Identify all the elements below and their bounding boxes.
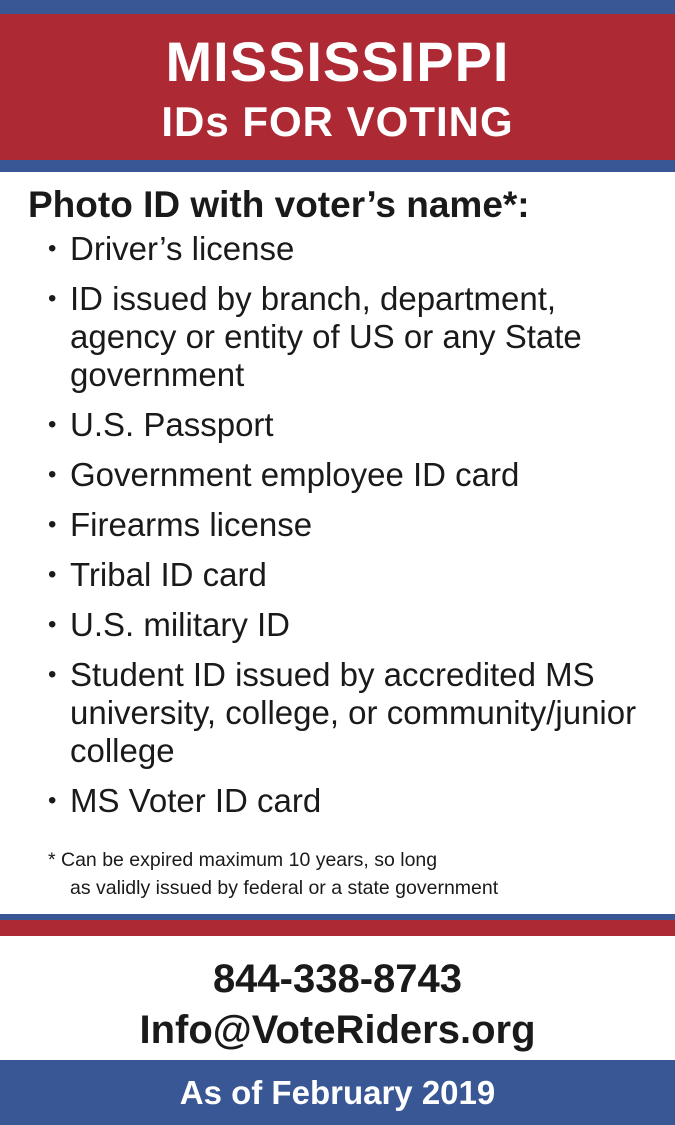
list-item-label: Firearms license	[70, 506, 313, 543]
list-item	[48, 406, 668, 444]
bullet-icon: •	[48, 461, 57, 488]
footnote-line-2: as validly issued by federal or a state government	[70, 877, 499, 899]
id-list	[48, 230, 668, 832]
list-item-label: ID issued by branch, department, agency or entity of US or any State government	[70, 280, 582, 393]
bullet-icon: •	[48, 561, 57, 588]
as-of-date: As of February 2019	[179, 1074, 496, 1111]
header-blue-bar	[0, 160, 675, 172]
bullet-icon: •	[48, 661, 57, 688]
header-title: MISSISSIPPI	[165, 30, 510, 93]
list-item-label: Government employee ID card	[70, 456, 520, 493]
bullet-icon: •	[48, 285, 57, 312]
list-item-label: Student ID issued by accredited MS university, college, or community/junior college	[70, 656, 637, 769]
list-item	[48, 230, 668, 268]
list-item	[48, 556, 668, 594]
contact-phone: 844-338-8743	[212, 957, 463, 1001]
list-item	[48, 280, 668, 394]
bullet-icon: •	[48, 411, 57, 438]
list-item	[48, 506, 668, 544]
list-item	[48, 456, 668, 494]
list-item-label: MS Voter ID card	[70, 782, 322, 819]
contact-email: Info@VoteRiders.org	[139, 1008, 536, 1052]
footnote-line-1: * Can be expired maximum 10 years, so long	[48, 849, 438, 871]
header-banner	[0, 14, 675, 160]
top-blue-bar	[0, 0, 675, 14]
header-subtitle: IDs FOR VOTING	[161, 98, 514, 145]
list-item	[48, 656, 668, 770]
list-item-label: U.S. military ID	[70, 606, 291, 643]
list-item-label: U.S. Passport	[70, 406, 274, 443]
footnote	[48, 846, 668, 902]
divider-red-bar	[0, 920, 675, 936]
bullet-icon: •	[48, 787, 57, 814]
list-item-label: Tribal ID card	[70, 556, 267, 593]
list-item	[48, 606, 668, 644]
bottom-banner	[0, 1060, 675, 1125]
list-item	[48, 782, 668, 820]
bullet-icon: •	[48, 611, 57, 638]
bullet-icon: •	[48, 511, 57, 538]
section-heading: Photo ID with voter’s name*:	[28, 184, 530, 225]
bullet-icon: •	[48, 235, 57, 262]
list-item-label: Driver’s license	[70, 230, 295, 267]
